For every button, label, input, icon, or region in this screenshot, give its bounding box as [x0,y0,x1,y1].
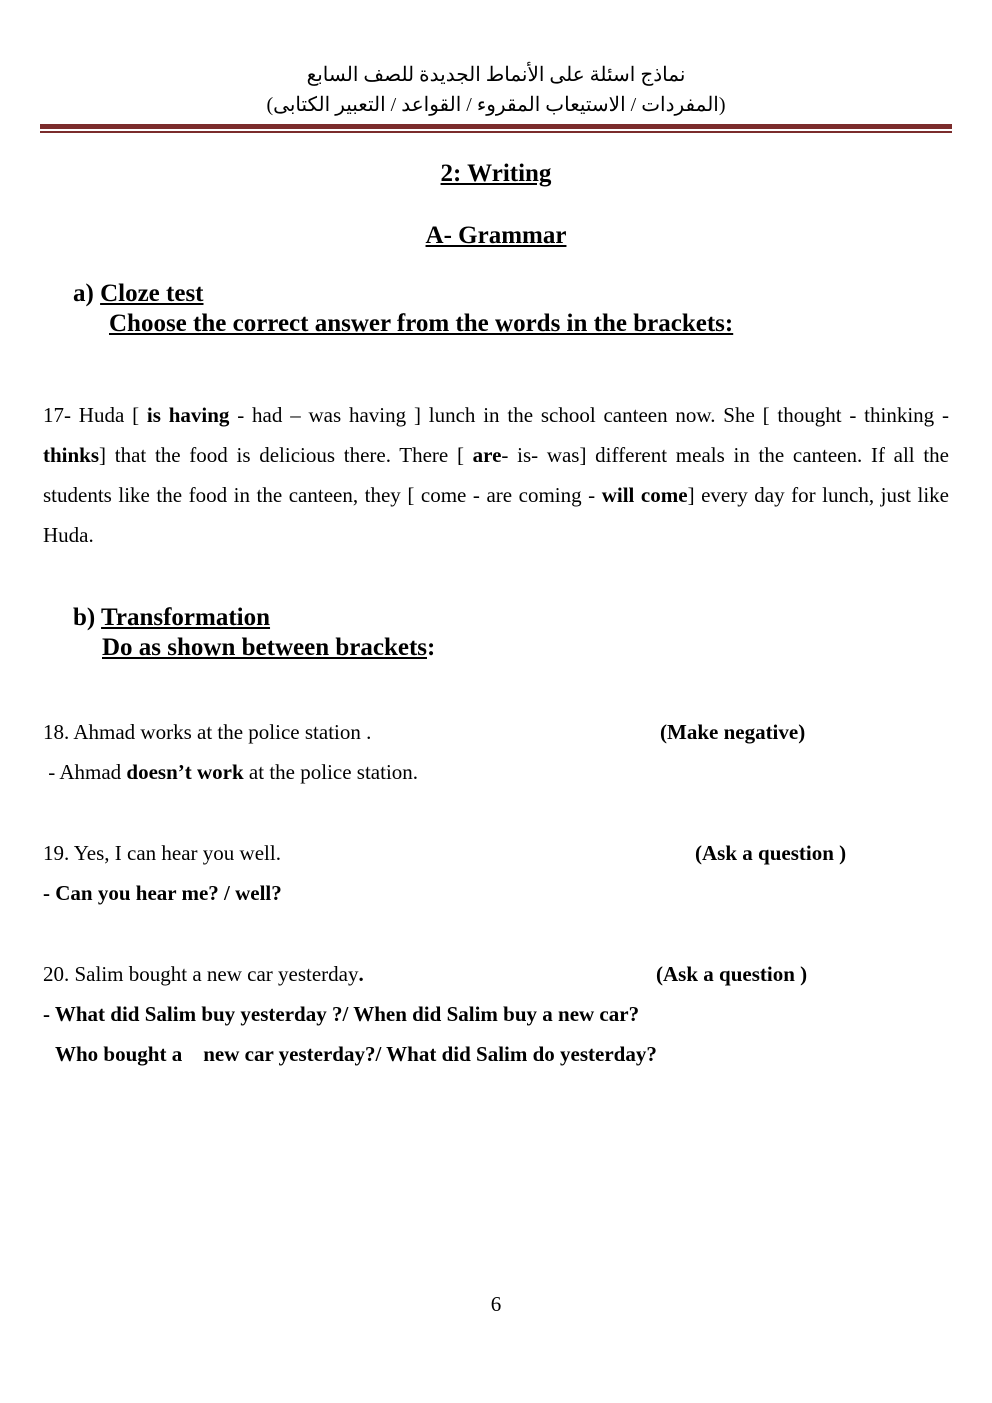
answer-19: - Can you hear me? / well? [43,881,282,905]
question-18-hint: (Make negative) [660,720,806,744]
answer-18-pre: - Ahmad [43,760,127,784]
q17-answer-3: are [472,443,502,467]
question-19: 19. Yes, I can hear you well. [43,841,281,865]
cloze-label: a) [73,280,94,307]
question-20 [43,962,364,987]
q17-text-2: - had – was having ] lunch in the school canteen now. She [ thought - thinking - [229,403,949,427]
header-title-line2: (المفردات / الاستيعاب المقروء / القواعد / التعبير الكتابى) [266,94,726,116]
transformation-heading [73,604,270,632]
answer-18-post: at the police station. [243,760,419,784]
section-title: 2: Writing [440,160,552,187]
q17-answer-2: thinks [43,443,100,467]
answer-20-line2: Who bought a new car yesterday?/ What did Salim do yesterday? [55,1042,657,1066]
header-title-line1: نماذج اسئلة على الأنماط الجديدة للصف السابع [306,64,686,86]
q17-answer-4: will come [601,483,688,507]
question-20-hint: (Ask a question ) [656,962,808,986]
page-number: 6 [490,1292,502,1316]
answer-18-bold: doesn’t work [126,760,244,784]
question-20-text: 20. Salim bought a new car yesterday [43,962,359,986]
transformation-instruction [102,634,435,662]
q17-text-5: ] every day for lunch, just like Huda. [43,483,950,547]
q17-text-1: 17- Huda [ [43,403,147,427]
cloze-title: Cloze test [100,280,204,307]
question-20-dot: . [358,962,364,986]
answer-18 [43,760,418,785]
transformation-label: b) [73,604,96,631]
q17-text-3: ] that the food is delicious there. There [ [99,443,473,467]
question-17-paragraph [43,395,949,555]
transformation-instruction-colon: : [427,634,436,661]
transformation-title: Transformation [101,604,271,631]
cloze-instruction: Choose the correct answer from the words in the brackets: [109,310,734,337]
cloze-heading [73,280,204,308]
q17-text-4: - is- was] different meals in the canteen. If all the students like the food in the canteen, they [ come - are coming - [43,443,949,507]
answer-20-line1: - What did Salim buy yesterday ?/ When did Salim buy a new car? [43,1002,640,1026]
transformation-instruction-text: Do as shown between brackets [102,634,427,661]
question-18: 18. Ahmad works at the police station . [43,720,372,744]
header-divider-thick [40,124,952,129]
q17-answer-1: is having [146,403,230,427]
subsection-title: A- Grammar [425,222,567,249]
header-divider-thin [40,131,952,133]
question-19-hint: (Ask a question ) [695,841,847,865]
